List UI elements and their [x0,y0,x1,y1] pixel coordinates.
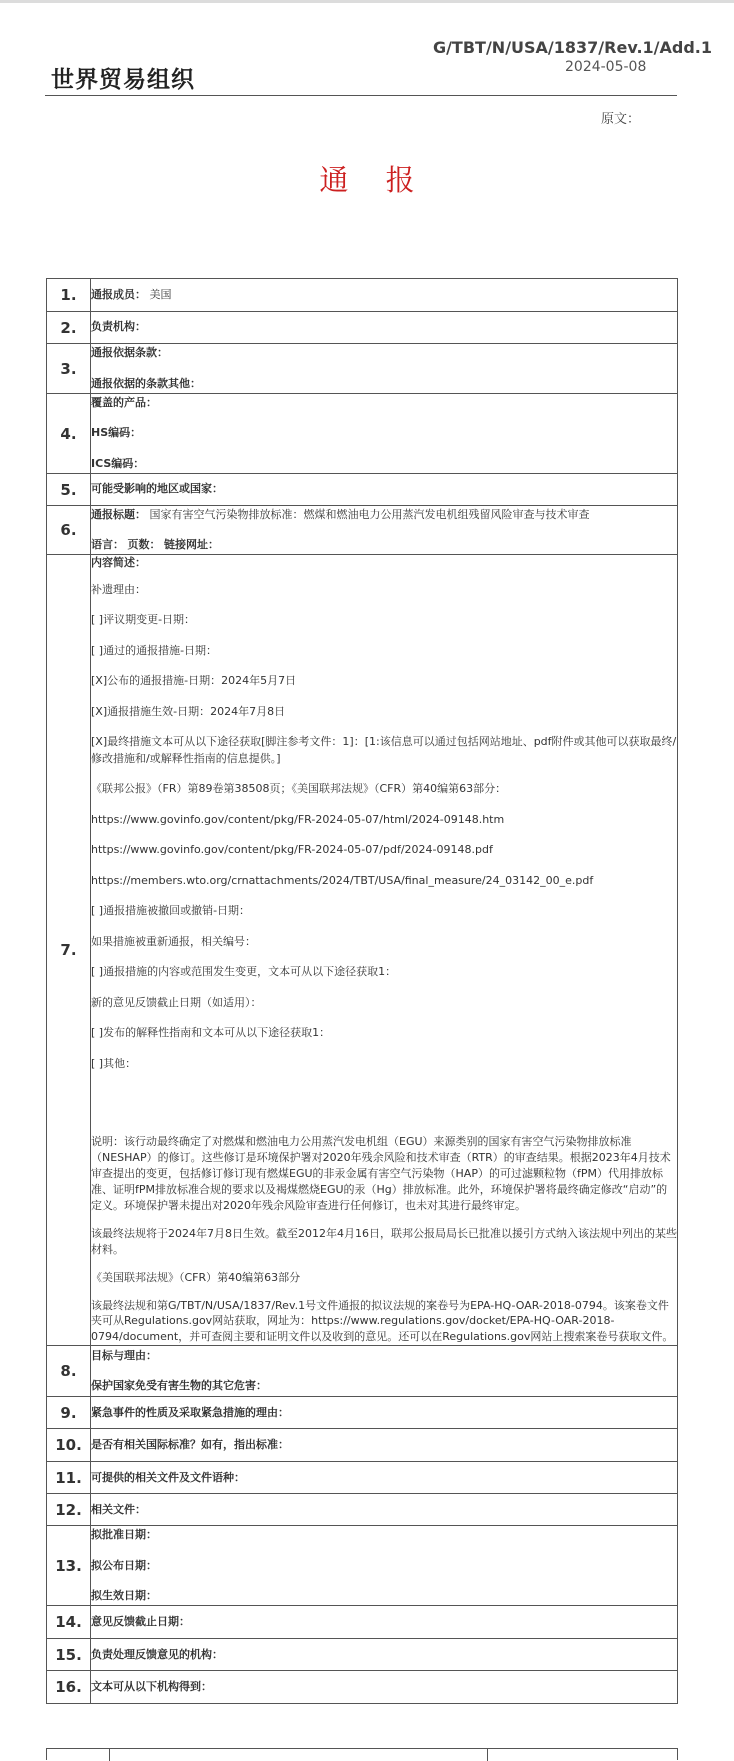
row-content [91,312,678,344]
table-row [47,555,678,1346]
description-label: 内容简述： [91,556,146,569]
row-content [91,1397,678,1429]
row-number: 7. [47,555,91,1346]
addendum-item[interactable]: https://members.wto.org/crnattachments/2024/TBT/USA/final_measure/24_03142_00_e.pdf [91,873,594,887]
table-row [47,1429,678,1462]
row-number: 2. [47,312,91,344]
addendum-items [91,582,677,1073]
objective-value: 保护国家免受有害生物的其它危害： [91,1379,267,1393]
pages-label: 页数： [127,538,161,551]
language-label: 语言： [91,538,124,551]
table-row [47,1639,678,1671]
row-number: 14. [47,1606,91,1639]
row-content [91,1526,678,1606]
page-title: 通 报 [319,163,429,197]
notifying-member-label: 通报成员： [91,287,146,301]
org-name: 世界贸易组织 [51,67,195,93]
table-row [47,344,678,394]
notification-table [46,278,678,1704]
products-label: 覆盖的产品： [91,395,157,409]
hs-code-label: HS编码： [91,426,142,440]
addendum-item: [ ]其他： [91,1056,137,1070]
table-row [47,394,678,474]
row-number: 15. [47,1639,91,1671]
link-label: 链接网址： [164,538,219,551]
next-table-top [46,1748,678,1760]
row-content [91,506,678,555]
publication-date-label: 拟公布日期： [91,1558,157,1572]
title-label: 通报标题： [91,507,146,521]
comment-deadline-label: 意见反馈截止日期： [91,1615,190,1629]
row-content [91,555,678,1346]
explanation-paragraph: 该最终法规将于2024年7月8日生效。截至2012年4月16日，联邦公报局局长已批准以援引方式纳入该法规中列出的某些材料。 [91,1226,677,1256]
row-number: 1. [47,279,91,312]
row-number: 6. [47,506,91,555]
addendum-item: [X]公布的通报措施-日期：2024年5月7日 [91,674,297,687]
table-row [47,1397,678,1429]
table-row [47,1606,678,1639]
comment-agency-label: 负责处理反馈意见的机构： [91,1647,223,1661]
table-row [47,1462,678,1494]
row-content [91,1494,678,1526]
table-row [47,474,678,506]
title-value: 国家有害空气污染物排放标准：燃煤和燃油电力公用蒸汽发电机组残留风险审查与技术审查 [149,507,590,521]
notifying-member-value: 美国 [149,287,172,301]
row-number: 13. [47,1526,91,1606]
article-other-label: 通报依据的条款其他： [91,376,201,390]
objective-label: 目标与理由： [91,1348,157,1362]
table-row [47,1671,678,1704]
row-content [91,394,678,474]
row-content [91,1639,678,1671]
text-available-label: 文本可从以下机构得到： [91,1680,212,1694]
row-number: 9. [47,1397,91,1429]
intl-standard-label: 是否有相关国际标准？如有，指出标准： [91,1438,289,1452]
addendum-item: 补遗理由： [91,582,146,596]
row-number: 10. [47,1429,91,1462]
row-content [91,1671,678,1704]
original-language: 原文： [601,112,641,127]
row-number: 8. [47,1346,91,1397]
addendum-item: [X]通报措施生效-日期：2024年7月8日 [91,704,286,718]
row-content [91,1346,678,1397]
addendum-item: [ ]评议期变更-日期： [91,613,196,626]
header-divider [45,95,677,96]
table-row [47,1494,678,1526]
table-row [47,1526,678,1606]
addendum-item[interactable]: https://www.govinfo.gov/content/pkg/FR-2024-05-07/pdf/2024-09148.pdf [91,843,493,856]
row-content [91,279,678,312]
addendum-item: [ ]通报措施被撤回或撤销-日期： [91,904,251,917]
row-number: 5. [47,474,91,506]
addendum-item: 《联邦公报》（FR）第89卷第38508页；《美国联邦法规》（CFR）第40编第63部分： [91,782,507,795]
table-row [47,1346,678,1397]
addendum-item: 新的意见反馈截止日期（如适用）： [91,995,262,1009]
agency-label: 负责机构： [91,320,146,334]
table-row [47,279,678,312]
addendum-item: [X]最终措施文本可从以下途径获取[脚注参考文件：1]：[1:该信息可以通过包括网站地址、pdf附件或其他可以获取最终/修改措施和/或解释性指南的信息提供。] [91,735,677,765]
regions-label: 可能受影响的地区或国家： [91,482,223,496]
row-number: 12. [47,1494,91,1526]
ics-code-label: ICS编码： [91,456,145,470]
explanation-paragraph: 该最终法规和第G/TBT/N/USA/1837/Rev.1号文件通报的拟议法规的案卷号为EPA-HQ-OAR-2018-0794。该案卷文件夹可从Regulations.gov网站获取，网址为：https://www.regulations.gov/docket/EPA-HQ-OAR-2018-0794/document，并可查阅主要和证明文件以及收到的意见。还可以在Regulations.gov网站上搜索案卷号获取文件。 [91,1298,674,1344]
urgent-label: 紧急事件的性质及采取紧急措施的理由： [91,1405,289,1419]
table-row [47,312,678,344]
row-content [91,1606,678,1639]
document-symbol: G/TBT/N/USA/1837/Rev.1/Add.1 [432,38,712,57]
explanation-block [91,1134,677,1345]
addendum-item: [ ]通过的通报措施-日期： [91,643,218,657]
row-content [91,344,678,394]
row-content [91,1462,678,1494]
addendum-item[interactable]: https://www.govinfo.gov/content/pkg/FR-2024-05-07/html/2024-09148.htm [91,812,505,826]
row-number: 3. [47,344,91,394]
article-label: 通报依据条款： [91,346,168,359]
addendum-item: [ ]通报措施的内容或范围发生变更，文本可从以下途径获取1： [91,965,397,978]
table-row [47,506,678,555]
row-content [91,474,678,506]
document-date: 2024-05-08 [565,59,647,75]
addendum-item: [ ]发布的解释性指南和文本可从以下途径获取1： [91,1026,331,1039]
top-border [0,0,734,3]
explanation-paragraph: 说明：该行动最终确定了对燃煤和燃油电力公用蒸汽发电机组（EGU）来源类别的国家有害空气污染物排放标准（NESHAP）的修订。这些修订是环境保护署对2020年残余风险和技术审查（RTR）的审查结果。根据2023年4月技术审查提出的变更，包括修订修订现有燃煤EGU的非汞金属有害空气污染物（HAP）的可过滤颗粒物（fPM）代用排放标准、证明fPM排放标准合规的要求以及褐煤燃烧EGU的汞（Hg）排放标准。此外，环境保护署将最终确定修改“启动”的定义。环境保护署未提出对2020年残余风险审查进行任何修订，也未对其进行最终审定。 [91,1135,671,1212]
available-docs-label: 可提供的相关文件及文件语种： [91,1470,245,1484]
related-docs-label: 相关文件： [91,1502,146,1516]
row-content [91,1429,678,1462]
row-number: 11. [47,1462,91,1494]
addendum-item: 如果措施被重新通报，相关编号： [91,934,256,948]
explanation-paragraph: 《美国联邦法规》（CFR）第40编第63部分 [91,1270,301,1284]
row-number: 4. [47,394,91,474]
adoption-date-label: 拟批准日期： [91,1528,157,1542]
row-number: 16. [47,1671,91,1704]
entry-into-force-label: 拟生效日期： [91,1589,157,1603]
